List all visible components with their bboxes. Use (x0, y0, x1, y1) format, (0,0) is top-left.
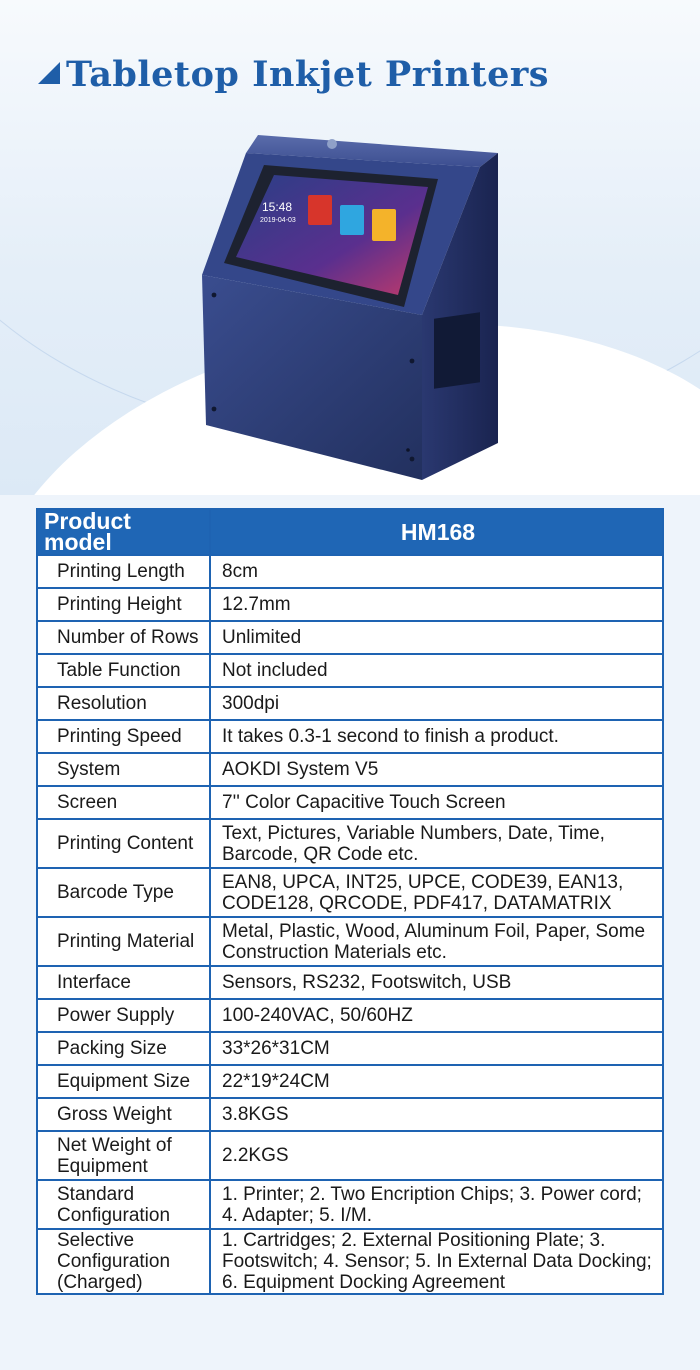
row-value: Metal, Plastic, Wood, Aluminum Foil, Paper, Some Construction Materials etc. (210, 917, 663, 966)
table-row (37, 1180, 663, 1229)
row-value: 300dpi (210, 687, 663, 720)
row-value: AOKDI System V5 (210, 753, 663, 786)
table-row (37, 966, 663, 999)
row-value: It takes 0.3-1 second to finish a product. (210, 720, 663, 753)
row-label: Printing Length (37, 555, 210, 588)
table-row (37, 1065, 663, 1098)
table-row (37, 621, 663, 654)
screen-date: 2019-04-03 (260, 217, 296, 224)
table-row (37, 1032, 663, 1065)
row-value: 12.7mm (210, 588, 663, 621)
row-label: Printing Height (37, 588, 210, 621)
print-head-slot (434, 312, 480, 388)
table-row (37, 720, 663, 753)
row-label: Standard Configuration (37, 1180, 210, 1229)
spec-table (36, 508, 664, 1295)
row-label: Printing Material (37, 917, 210, 966)
row-value: Unlimited (210, 621, 663, 654)
row-label: Table Function (37, 654, 210, 687)
row-label: Resolution (37, 687, 210, 720)
row-value: 7'' Color Capacitive Touch Screen (210, 786, 663, 819)
table-row (37, 868, 663, 917)
row-label: Printing Content (37, 819, 210, 868)
triangle-marker-icon (38, 62, 60, 84)
screen-tile-yellow (372, 209, 396, 241)
row-value: 33*26*31CM (210, 1032, 663, 1065)
row-value: 3.8KGS (210, 1098, 663, 1131)
screw-icon (410, 359, 415, 364)
table-row (37, 1229, 663, 1294)
spec-table-header (37, 509, 663, 555)
table-row (37, 753, 663, 786)
row-label: Number of Rows (37, 621, 210, 654)
screen-tile-blue (340, 205, 364, 235)
row-value: 8cm (210, 555, 663, 588)
row-value: EAN8, UPCA, INT25, UPCE, CODE39, EAN13, CODE128, QRCODE, PDF417, DATAMATRIX (210, 868, 663, 917)
table-row (37, 786, 663, 819)
row-label: Power Supply (37, 999, 210, 1032)
screw-icon (212, 293, 217, 298)
table-row (37, 1098, 663, 1131)
table-row (37, 588, 663, 621)
row-label: Selective Configuration (Charged) (37, 1229, 210, 1294)
row-label: Printing Speed (37, 720, 210, 753)
screw-icon (212, 407, 217, 412)
row-value: 100-240VAC, 50/60HZ (210, 999, 663, 1032)
screen-time: 15:48 (262, 200, 293, 214)
screen-tile-red (308, 195, 332, 225)
table-row (37, 1131, 663, 1180)
row-label: Barcode Type (37, 868, 210, 917)
row-label: System (37, 753, 210, 786)
row-label: Interface (37, 966, 210, 999)
table-row (37, 819, 663, 868)
screw-icon (410, 457, 415, 462)
power-button-icon (327, 139, 337, 149)
table-row (37, 999, 663, 1032)
row-label: Net Weight of Equipment (37, 1131, 210, 1180)
header-label: Product model (37, 509, 210, 555)
table-row (37, 687, 663, 720)
row-value: Sensors, RS232, Footswitch, USB (210, 966, 663, 999)
page-title (38, 54, 549, 95)
page-title-text: Tabletop Inkjet Printers (66, 54, 550, 95)
row-label: Gross Weight (37, 1098, 210, 1131)
table-row (37, 555, 663, 588)
row-value: 22*19*24CM (210, 1065, 663, 1098)
row-value: Not included (210, 654, 663, 687)
printer-product-image (190, 125, 510, 495)
row-label: Equipment Size (37, 1065, 210, 1098)
row-value: 1. Printer; 2. Two Encription Chips; 3. Power cord; 4. Adapter; 5. I/M. (210, 1180, 663, 1229)
table-row (37, 654, 663, 687)
row-value: 2.2KGS (210, 1131, 663, 1180)
row-value: Text, Pictures, Variable Numbers, Date, Time, Barcode, QR Code etc. (210, 819, 663, 868)
port-icon (406, 448, 410, 452)
row-value: 1. Cartridges; 2. External Positioning Plate; 3. Footswitch; 4. Sensor; 5. In External Data Docking; 6. Equipment Docking Agreement (210, 1229, 663, 1294)
row-label: Screen (37, 786, 210, 819)
table-row (37, 917, 663, 966)
header-value: HM168 (210, 509, 663, 555)
row-label: Packing Size (37, 1032, 210, 1065)
